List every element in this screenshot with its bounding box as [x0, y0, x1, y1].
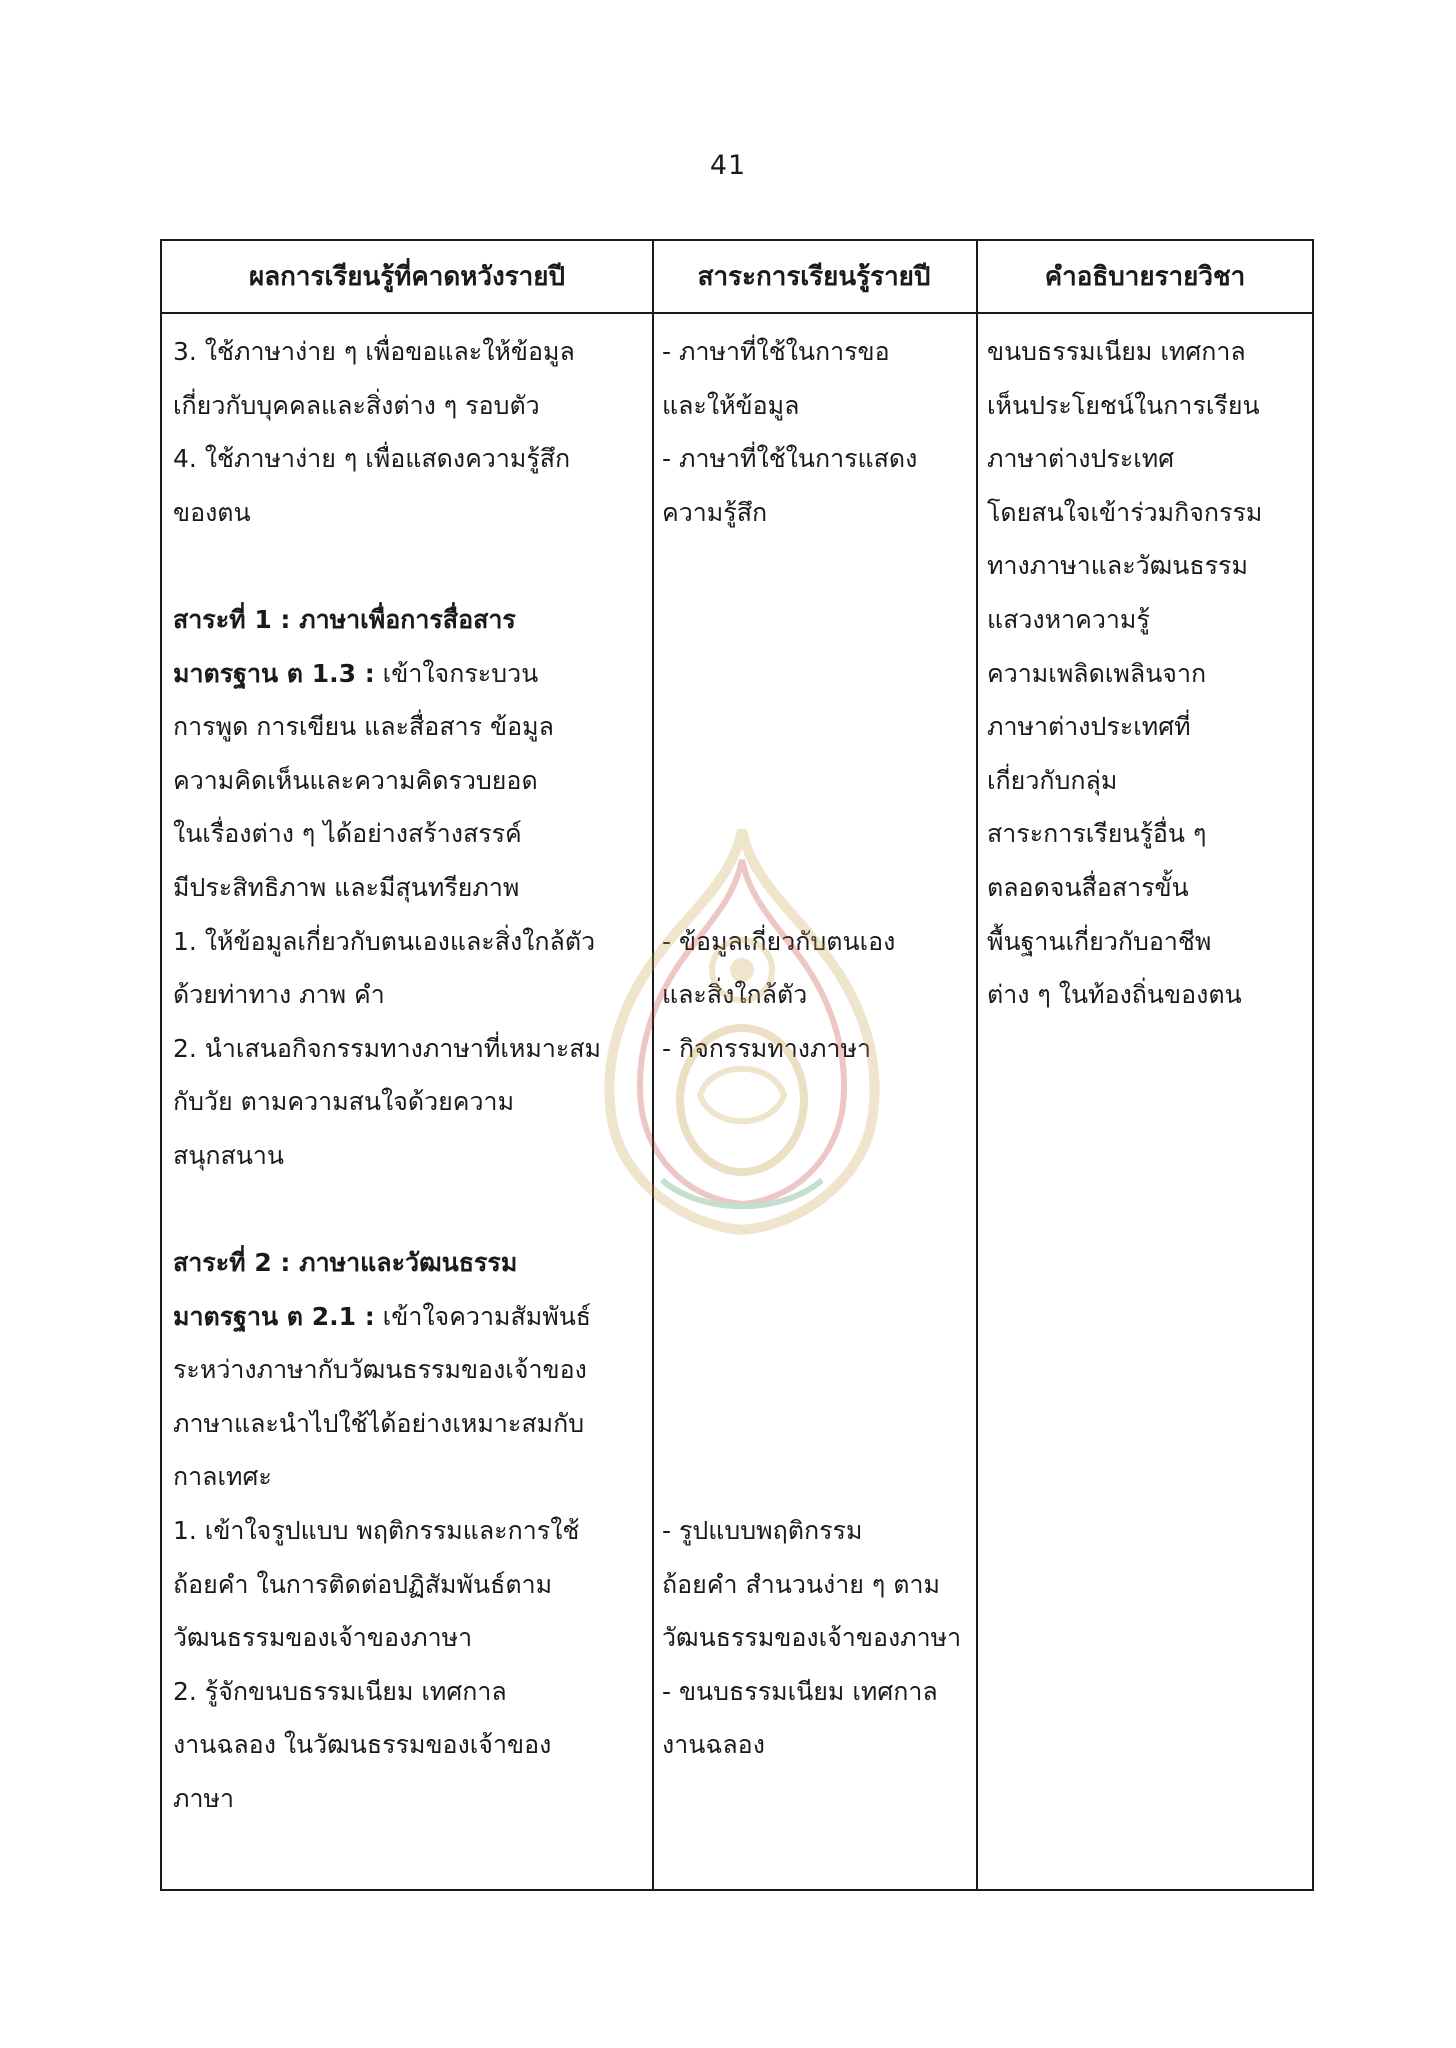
- line-text: ด้วยท่าทาง ภาพ คำ: [173, 980, 385, 1010]
- text-line: [173, 1558, 647, 1612]
- standard-heading: สาระที่ 1 : ภาษาเพื่อการสื่อสาร: [173, 604, 516, 634]
- line-text: ของตน: [173, 497, 251, 527]
- text-line: [173, 968, 647, 1022]
- text-line: - ขนบธรรมเนียม เทศกาล: [662, 1676, 938, 1706]
- text-line: ความเพลิดเพลินจาก: [987, 658, 1207, 688]
- line-text: ในเรื่องต่าง ๆ ได้อย่างสร้างสรรค์: [173, 819, 522, 849]
- text-line: [662, 1343, 972, 1397]
- line-text: การพูด การเขียน และสื่อสาร ข้อมูล: [173, 712, 554, 742]
- text-line: - ข้อมูลเกี่ยวกับตนเอง: [662, 926, 896, 956]
- column-expected-outcomes: [173, 325, 647, 1826]
- text-line: - ภาษาที่ใช้ในการแสดง: [662, 444, 918, 474]
- text-line: เห็นประโยชน์ในการเรียน: [987, 390, 1260, 420]
- text-line: [662, 1129, 972, 1183]
- text-line: [173, 1397, 647, 1451]
- text-line: [173, 1129, 647, 1183]
- line-text: 1. เข้าใจรูปแบบ พฤติกรรมและการใช้: [173, 1516, 580, 1546]
- column-divider: [652, 241, 654, 1889]
- text-line: [173, 1450, 647, 1504]
- text-line: ความรู้สึก: [662, 497, 768, 527]
- text-line: สาระการเรียนรู้อื่น ๆ: [987, 819, 1207, 849]
- column-divider: [976, 241, 978, 1889]
- line-text: เข้าใจความสัมพันธ์: [374, 1301, 592, 1331]
- text-line: ทางภาษาและวัฒนธรรม: [987, 551, 1248, 581]
- text-line: [662, 1236, 972, 1290]
- text-line: และให้ข้อมูล: [662, 390, 800, 420]
- header-divider: [162, 312, 1312, 314]
- text-line: ต่าง ๆ ในท้องถิ่นของตน: [987, 980, 1242, 1010]
- line-text: สนุกสนาน: [173, 1140, 284, 1170]
- text-line: [662, 754, 972, 808]
- text-line: [662, 1450, 972, 1504]
- text-line: - กิจกรรมทางภาษา: [662, 1033, 871, 1063]
- text-line: วัฒนธรรมของเจ้าของภาษา: [662, 1623, 962, 1653]
- text-line: [662, 861, 972, 915]
- line-text: ภาษา: [173, 1784, 235, 1814]
- line-text: กาลเทศะ: [173, 1462, 272, 1492]
- line-text: วัฒนธรรมของเจ้าของภาษา: [173, 1623, 473, 1653]
- standard-heading: มาตรฐาน ต 2.1 :: [173, 1301, 375, 1331]
- text-line: [173, 539, 647, 593]
- text-line: [173, 1718, 647, 1772]
- text-line: [173, 593, 647, 647]
- text-line: งานฉลอง: [662, 1730, 765, 1760]
- text-line: - ภาษาที่ใช้ในการขอ: [662, 337, 890, 366]
- text-line: [173, 1343, 647, 1397]
- line-text: 1. ให้ข้อมูลเกี่ยวกับตนเองและสิ่งใกล้ตัว: [173, 926, 596, 956]
- column-course-description: [987, 325, 1312, 1022]
- text-line: และสิ่งใกล้ตัว: [662, 980, 808, 1010]
- text-line: [173, 379, 647, 433]
- text-line: [173, 432, 647, 486]
- line-text: เกี่ยวกับบุคคลและสิ่งต่าง ๆ รอบตัว: [173, 390, 540, 420]
- text-line: ถ้อยคำ สำนวนง่าย ๆ ตาม: [662, 1569, 940, 1599]
- text-line: [173, 861, 647, 915]
- standard-heading: สาระที่ 2 : ภาษาและวัฒนธรรม: [173, 1248, 518, 1278]
- text-line: [173, 1183, 647, 1237]
- line-text: 4. ใช้ภาษาง่าย ๆ เพื่อแสดงความรู้สึก: [173, 444, 571, 474]
- line-text: 2. นำเสนอกิจกรรมทางภาษาที่เหมาะสม: [173, 1033, 602, 1063]
- text-line: [662, 1397, 972, 1451]
- line-text: กับวัย ตามความสนใจด้วยความ: [173, 1087, 515, 1117]
- text-line: ภาษาต่างประเทศที่: [987, 712, 1191, 742]
- line-text: ความคิดเห็นและความคิดรวบยอด: [173, 765, 538, 795]
- text-line: ขนบธรรมเนียม เทศกาล: [987, 337, 1246, 366]
- text-line: [662, 807, 972, 861]
- text-line: แสวงหาความรู้: [987, 604, 1150, 634]
- column-learning-content: [662, 325, 972, 1772]
- text-line: [173, 1772, 647, 1826]
- text-line: [173, 1022, 647, 1076]
- line-text: 3. ใช้ภาษาง่าย ๆ เพื่อขอและให้ข้อมูล: [173, 337, 575, 366]
- text-line: [662, 539, 972, 593]
- text-line: [173, 1075, 647, 1129]
- text-line: - รูปแบบพฤติกรรม: [662, 1516, 863, 1546]
- text-line: [662, 1290, 972, 1344]
- text-line: [173, 754, 647, 808]
- text-line: โดยสนใจเข้าร่วมกิจกรรม: [987, 497, 1263, 527]
- header-learning-content: สาระการเรียนรู้รายปี: [697, 262, 931, 292]
- text-line: [662, 647, 972, 701]
- text-line: [173, 647, 647, 701]
- text-line: เกี่ยวกับกลุ่ม: [987, 765, 1118, 795]
- header-course-description: คำอธิบายรายวิชา: [1044, 262, 1246, 292]
- line-text: เข้าใจกระบวน: [374, 658, 539, 688]
- text-line: [662, 1183, 972, 1237]
- text-line: [173, 1611, 647, 1665]
- line-text: ภาษาและนำไปใช้ได้อย่างเหมาะสมกับ: [173, 1408, 585, 1438]
- line-text: งานฉลอง ในวัฒนธรรมของเจ้าของ: [173, 1730, 552, 1760]
- text-line: [173, 1504, 647, 1558]
- header-expected-outcomes: ผลการเรียนรู้ที่คาดหวังรายปี: [248, 262, 566, 292]
- line-text: ระหว่างภาษากับวัฒนธรรมของเจ้าของ: [173, 1355, 587, 1385]
- text-line: [173, 700, 647, 754]
- line-text: ถ้อยคำ ในการติดต่อปฏิสัมพันธ์ตาม: [173, 1569, 553, 1599]
- text-line: [173, 1236, 647, 1290]
- text-line: [173, 486, 647, 540]
- line-text: 2. รู้จักขนบธรรมเนียม เทศกาล: [173, 1676, 507, 1706]
- text-line: [173, 1290, 647, 1344]
- text-line: [173, 915, 647, 969]
- line-text: มีประสิทธิภาพ และมีสุนทรียภาพ: [173, 872, 520, 902]
- text-line: [662, 700, 972, 754]
- text-line: ภาษาต่างประเทศ: [987, 444, 1175, 474]
- text-line: พื้นฐานเกี่ยวกับอาชีพ: [987, 926, 1212, 956]
- text-line: [173, 807, 647, 861]
- page-number: 41: [709, 150, 747, 181]
- text-line: [173, 1665, 647, 1719]
- text-line: [662, 593, 972, 647]
- text-line: [173, 325, 647, 379]
- text-line: ตลอดจนสื่อสารขั้น: [987, 872, 1189, 902]
- standard-heading: มาตรฐาน ต 1.3 :: [173, 658, 375, 688]
- curriculum-table: [160, 239, 1314, 1891]
- text-line: [662, 1075, 972, 1129]
